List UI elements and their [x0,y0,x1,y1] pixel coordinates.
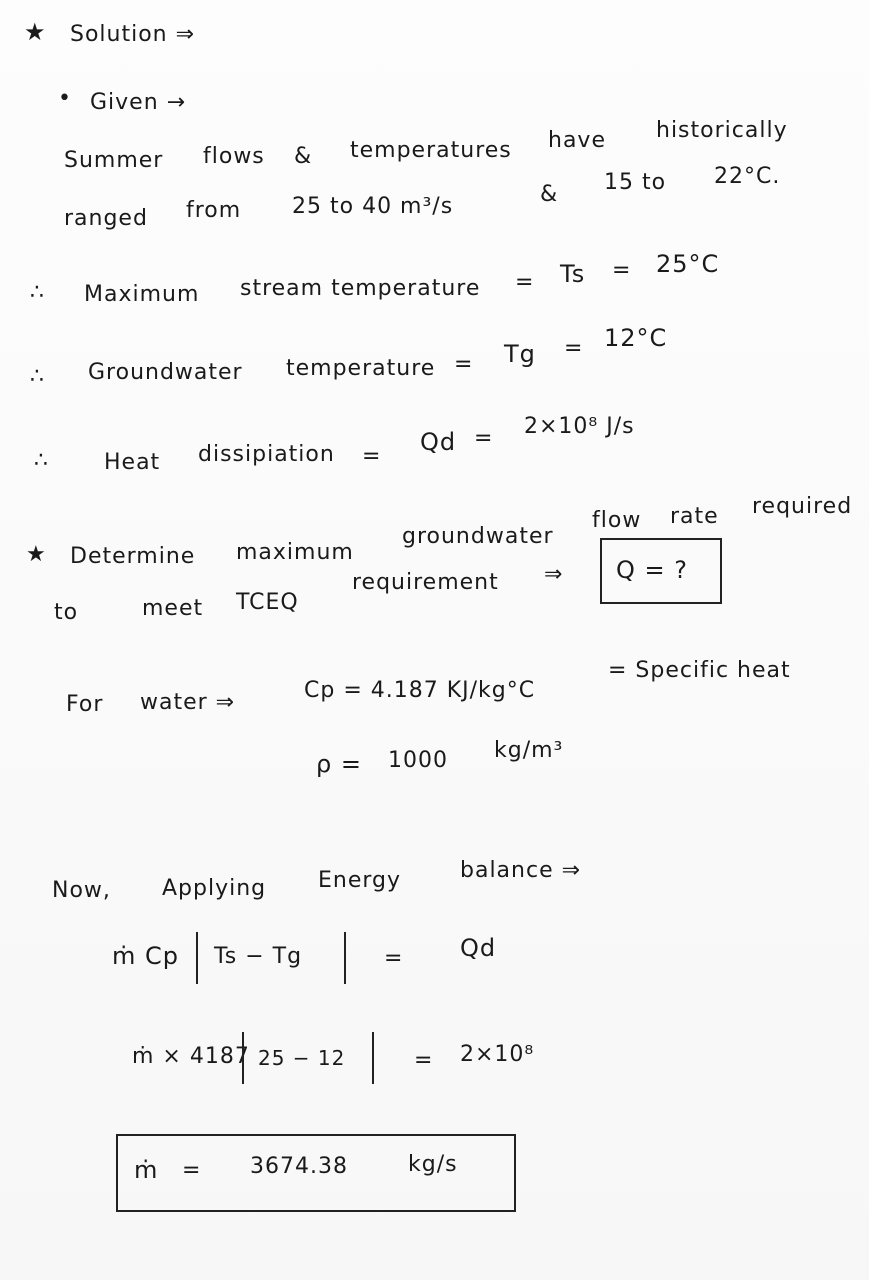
boxed-question-text: Q = ? [616,556,688,584]
therefore-icon: ∴ [30,280,45,305]
boxed-question [600,538,722,604]
given-word: from [186,198,242,223]
solution-heading: Solution ⇒ [70,22,196,47]
eq1-bracket [196,932,346,984]
therefore-icon: ∴ [30,364,45,389]
equals: = [414,1048,434,1073]
determine-word: meet [142,596,204,621]
given-word: temperatures [350,138,512,163]
determine-word: to [54,600,79,625]
determine-word: Determine [70,544,196,569]
value-ts: 25°C [656,250,720,278]
eq2-right: 2×10⁸ [460,1042,535,1067]
given-word: ranged [64,206,148,231]
given-word: & [540,182,559,207]
balance-word: Applying [162,876,267,901]
row-label: temperature [286,356,436,381]
rho-unit: kg/m³ [494,738,564,763]
eq1-left: ṁ Cp [112,942,179,970]
determine-word: rate [670,504,719,529]
equals: = [182,1158,202,1183]
eq2-bracket [242,1032,374,1084]
equals: = [515,270,535,295]
eq2-inner: 25 − 12 [258,1046,346,1070]
determine-word: groundwater [402,524,554,549]
determine-word: maximum [236,540,354,565]
cp-note: = Specific heat [608,658,791,683]
temp-range: 15 to [604,170,667,195]
therefore-icon: ∴ [34,448,49,473]
temp-range-end: 22°C. [714,164,781,189]
row-label: dissipiation [198,442,335,467]
water-label: For [66,692,104,717]
determine-word: TCEQ [236,590,299,615]
equals: = [474,426,494,451]
cp-value: Cp = 4.187 KJ/kg°C [304,678,536,703]
flow-range: 25 to 40 m³/s [292,194,454,219]
result-unit: kg/s [408,1152,458,1177]
result-symbol: ṁ [134,1156,159,1184]
given-word: & [294,144,313,169]
value-qd: 2×10⁸ J/s [524,414,635,439]
determine-word: required [752,494,853,519]
symbol-qd: Qd [420,428,457,456]
symbol-ts: Ts [560,260,586,288]
equals: = [564,336,584,361]
row-label: Groundwater [88,360,243,385]
rho-value: 1000 [388,748,448,773]
determine-word: requirement [352,570,499,595]
arrow-icon: ⇒ [544,562,564,587]
given-word: have [548,128,606,153]
equals: = [612,258,632,283]
given-label: Given → [90,90,187,115]
eq1-inner: Ts − Tg [214,944,303,969]
equals: = [362,444,382,469]
given-word: Summer [64,148,164,173]
balance-word: balance ⇒ [460,858,582,883]
bullet-icon: • [58,86,72,111]
result-box [116,1134,516,1212]
eq1-right: Qd [460,934,497,962]
result-value: 3674.38 [250,1154,348,1179]
rho-symbol: ρ = [316,750,362,778]
star-icon: ★ [24,18,47,46]
star-icon: ★ [26,542,47,567]
value-tg: 12°C [604,324,668,352]
row-label: Heat [104,450,161,475]
balance-word: Energy [318,868,402,893]
eq2-left: ṁ × 4187 [132,1044,250,1069]
row-label: Maximum [84,282,200,307]
equals: = [384,946,404,971]
symbol-tg: Tg [504,340,536,368]
given-word: historically [656,118,788,143]
row-label: stream temperature [240,276,481,301]
determine-word: flow [592,508,642,533]
water-label: water ⇒ [140,690,236,715]
balance-word: Now, [52,878,111,903]
given-word: flows [203,144,265,169]
equals: = [454,352,474,377]
